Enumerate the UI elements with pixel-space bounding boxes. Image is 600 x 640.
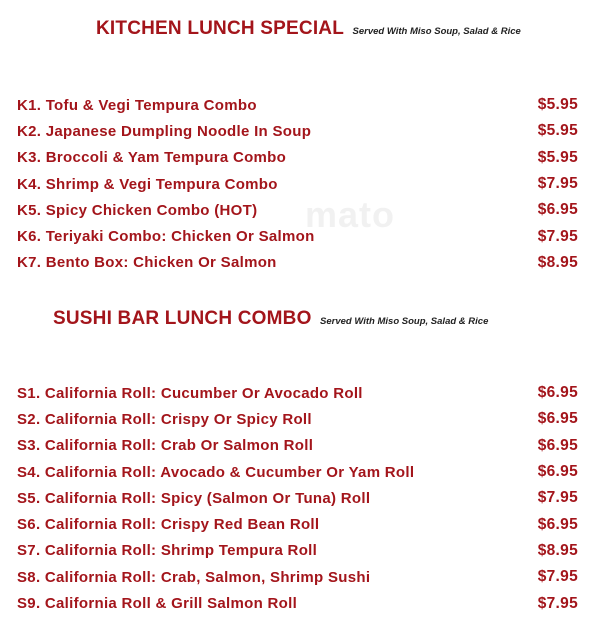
menu-item-name: S3. California Roll: Crab Or Salmon Roll — [17, 437, 314, 455]
menu-item-s9 — [17, 590, 578, 616]
menu-item-name: K7. Bento Box: Chicken Or Salmon — [17, 254, 277, 272]
kitchen-section-title: KITCHEN LUNCH SPECIAL — [96, 18, 345, 39]
menu-item-price: $7.95 — [537, 227, 578, 245]
menu-item-name: K2. Japanese Dumpling Noodle In Soup — [17, 122, 312, 140]
menu-item-k2 — [17, 118, 578, 144]
menu-item-s1 — [17, 380, 578, 406]
kitchen-section-note: Served With Miso Soup, Salad & Rice — [352, 26, 521, 37]
menu-item-price: $6.95 — [537, 463, 578, 481]
menu-item-price: $6.95 — [537, 201, 578, 219]
menu-item-k4 — [17, 171, 578, 197]
menu-item-price: $6.95 — [537, 410, 578, 428]
menu-item-k3 — [17, 145, 578, 171]
menu-item-name: S7. California Roll: Shrimp Tempura Roll — [17, 542, 318, 560]
menu-item-k7 — [17, 250, 578, 276]
sushi-menu-list — [17, 380, 578, 617]
menu-item-price: $6.95 — [537, 384, 578, 402]
sushi-section-title: SUSHI BAR LUNCH COMBO — [53, 308, 312, 329]
menu-item-price: $8.95 — [537, 253, 578, 271]
menu-item-name: S4. California Roll: Avocado & Cucumber Or Yam Roll — [17, 463, 415, 481]
menu-item-price: $5.95 — [537, 96, 578, 114]
menu-item-s4 — [17, 459, 578, 485]
menu-item-s5 — [17, 485, 578, 511]
menu-item-k1 — [17, 92, 578, 118]
menu-item-s3 — [17, 433, 578, 459]
menu-item-price: $8.95 — [537, 541, 578, 559]
menu-item-s8 — [17, 564, 578, 590]
menu-item-price: $7.95 — [537, 175, 578, 193]
kitchen-menu-list — [17, 92, 578, 276]
menu-item-name: S5. California Roll: Spicy (Salmon Or Tuna) Roll — [17, 489, 371, 507]
menu-item-s2 — [17, 406, 578, 432]
menu-item-k6 — [17, 223, 578, 249]
menu-item-name: S2. California Roll: Crispy Or Spicy Roll — [17, 410, 312, 428]
menu-item-name: K5. Spicy Chicken Combo (HOT) — [17, 201, 258, 219]
menu-item-name: K4. Shrimp & Vegi Tempura Combo — [17, 175, 278, 193]
watermark-logo: mato — [305, 194, 396, 235]
menu-item-price: $7.95 — [537, 594, 578, 612]
menu-item-s7 — [17, 538, 578, 564]
menu-item-price: $7.95 — [537, 489, 578, 507]
sushi-bar-lunch-combo-heading — [53, 308, 488, 330]
menu-item-name: S9. California Roll & Grill Salmon Roll — [17, 595, 298, 613]
menu-item-name: K1. Tofu & Vegi Tempura Combo — [17, 96, 257, 114]
menu-item-name: S8. California Roll: Crab, Salmon, Shrimp Sushi — [17, 568, 371, 586]
menu-item-price: $7.95 — [537, 568, 578, 586]
menu-item-price: $5.95 — [537, 148, 578, 166]
menu-item-price: $6.95 — [537, 436, 578, 454]
menu-item-price: $5.95 — [537, 122, 578, 140]
sushi-section-note: Served With Miso Soup, Salad & Rice — [320, 316, 489, 327]
menu-item-name: S1. California Roll: Cucumber Or Avocado Roll — [17, 384, 363, 402]
menu-item-k5 — [17, 197, 578, 223]
menu-item-price: $6.95 — [537, 515, 578, 533]
menu-item-s6 — [17, 511, 578, 537]
menu-item-name: K6. Teriyaki Combo: Chicken Or Salmon — [17, 228, 315, 246]
menu-item-name: K3. Broccoli & Yam Tempura Combo — [17, 149, 287, 167]
menu-item-name: S6. California Roll: Crispy Red Bean Roll — [17, 516, 320, 534]
kitchen-lunch-special-heading — [96, 18, 521, 40]
